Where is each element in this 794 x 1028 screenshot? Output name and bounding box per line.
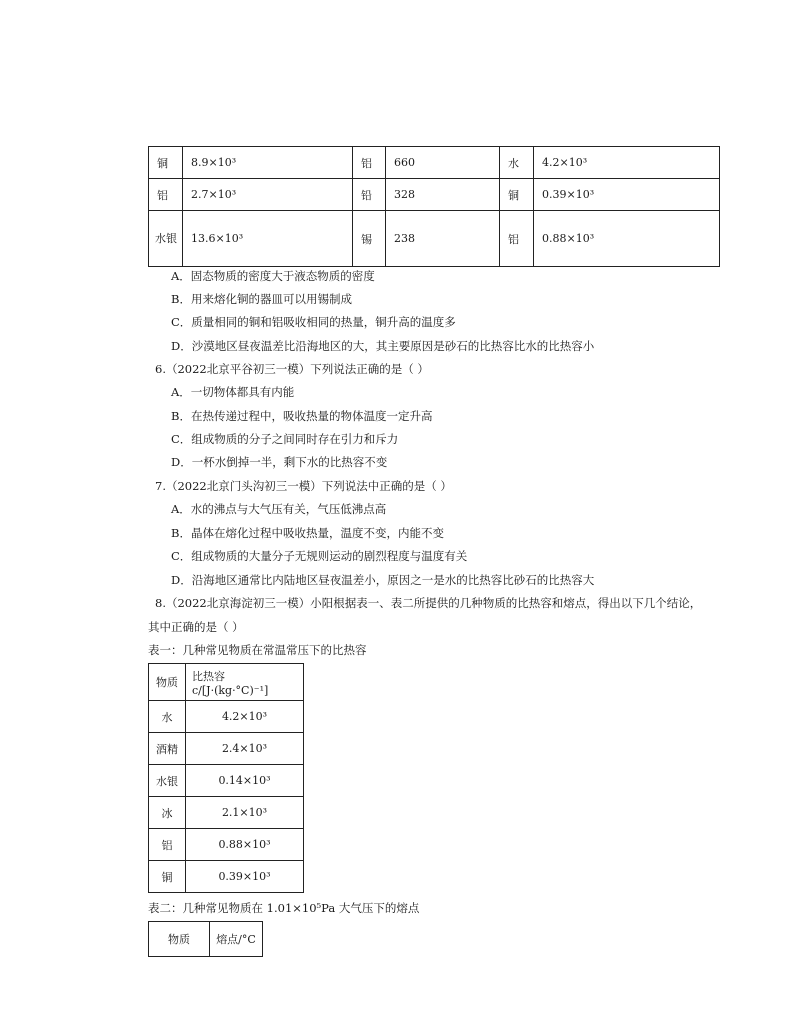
table-cell: 锡 [353, 211, 386, 267]
table-cell: 铜 [149, 861, 186, 893]
q6-stem: 6.（2022北京平谷初三一模）下列说法正确的是（ ） [155, 362, 429, 376]
table-cell: 水 [500, 147, 534, 179]
table-cell: 2.4×10³ [186, 733, 304, 765]
specific-heat-table [148, 663, 304, 893]
table-cell: 铜 [500, 179, 534, 211]
table-cell: 4.2×10³ [534, 147, 720, 179]
table-cell: 铝 [149, 829, 186, 861]
column-header: 物质 [149, 922, 210, 957]
table-header-row [149, 664, 304, 701]
table-cell: 铝 [353, 147, 386, 179]
q5-option-a: A．固态物质的密度大于液态物质的密度 [171, 269, 375, 283]
table-header-row [149, 922, 263, 957]
q8-stem-line1: 8.（2022北京海淀初三一模）小阳根据表一、表二所提供的几种物质的比热容和熔点，得出以下几个结论， [155, 596, 702, 610]
table-cell: 冰 [149, 797, 186, 829]
q6-option-b: B．在热传递过程中，吸收热量的物体温度一定升高 [171, 409, 433, 423]
table-row [149, 797, 304, 829]
q7-option-b: B．晶体在熔化过程中吸收热量，温度不变，内能不变 [171, 526, 444, 540]
q5-option-d: D．沙漠地区昼夜温差比沿海地区的大，其主要原因是砂石的比热容比水的比热容小 [171, 339, 595, 353]
table-cell: 0.14×10³ [186, 765, 304, 797]
density-melting-heat-table [148, 146, 720, 267]
table-cell: 328 [386, 179, 500, 211]
table1-caption: 表一：几种常见物质在常温常压下的比热容 [148, 643, 367, 657]
q5-option-b: B．用来熔化铜的器皿可以用锡制成 [171, 292, 352, 306]
table-row [149, 829, 304, 861]
table-cell: 铅 [353, 179, 386, 211]
q7-option-a: A．水的沸点与大气压有关，气压低沸点高 [171, 502, 387, 516]
q5-option-c: C．质量相同的铜和铝吸收相同的热量，铜升高的温度多 [171, 315, 456, 329]
q7-stem: 7.（2022北京门头沟初三一模）下列说法中正确的是（ ） [155, 479, 452, 493]
table-cell: 8.9×10³ [183, 147, 353, 179]
q6-option-c: C．组成物质的分子之间同时存在引力和斥力 [171, 432, 399, 446]
table-row [149, 701, 304, 733]
table-cell: 铝 [149, 179, 183, 211]
table-row [149, 211, 720, 267]
table-cell: 2.1×10³ [186, 797, 304, 829]
table-cell: 4.2×10³ [186, 701, 304, 733]
table-row [149, 733, 304, 765]
table-cell: 0.39×10³ [534, 179, 720, 211]
table-row [149, 861, 304, 893]
q6-option-a: A．一切物体都具有内能 [171, 385, 295, 399]
table-row [149, 765, 304, 797]
column-header: 物质 [149, 664, 186, 701]
table-row [149, 179, 720, 211]
q8-stem-line2: 其中正确的是（ ） [148, 620, 244, 634]
table-cell: 水 [149, 701, 186, 733]
melting-point-table [148, 921, 263, 957]
column-header: 熔点/°C [210, 922, 263, 957]
table-cell: 0.88×10³ [186, 829, 304, 861]
table-cell: 660 [386, 147, 500, 179]
table-cell: 酒精 [149, 733, 186, 765]
table-cell: 水银 [149, 765, 186, 797]
table2-caption: 表二：几种常见物质在 1.01×10⁵Pa 大气压下的熔点 [148, 901, 420, 915]
table-cell: 13.6×10³ [183, 211, 353, 267]
table-cell: 238 [386, 211, 500, 267]
table-cell: 铝 [500, 211, 534, 267]
table-cell: 铜 [149, 147, 183, 179]
q6-option-d: D．一杯水倒掉一半，剩下水的比热容不变 [171, 455, 388, 469]
q7-option-c: C．组成物质的大量分子无规则运动的剧烈程度与温度有关 [171, 549, 468, 563]
table-cell: 水银 [149, 211, 183, 267]
table-cell: 0.39×10³ [186, 861, 304, 893]
column-header: 比热容 c/[J·(kg·°C)⁻¹] [186, 664, 304, 701]
table-row [149, 147, 720, 179]
q7-option-d: D．沿海地区通常比内陆地区昼夜温差小，原因之一是水的比热容比砂石的比热容大 [171, 573, 595, 587]
table-cell: 0.88×10³ [534, 211, 720, 267]
table-cell: 2.7×10³ [183, 179, 353, 211]
